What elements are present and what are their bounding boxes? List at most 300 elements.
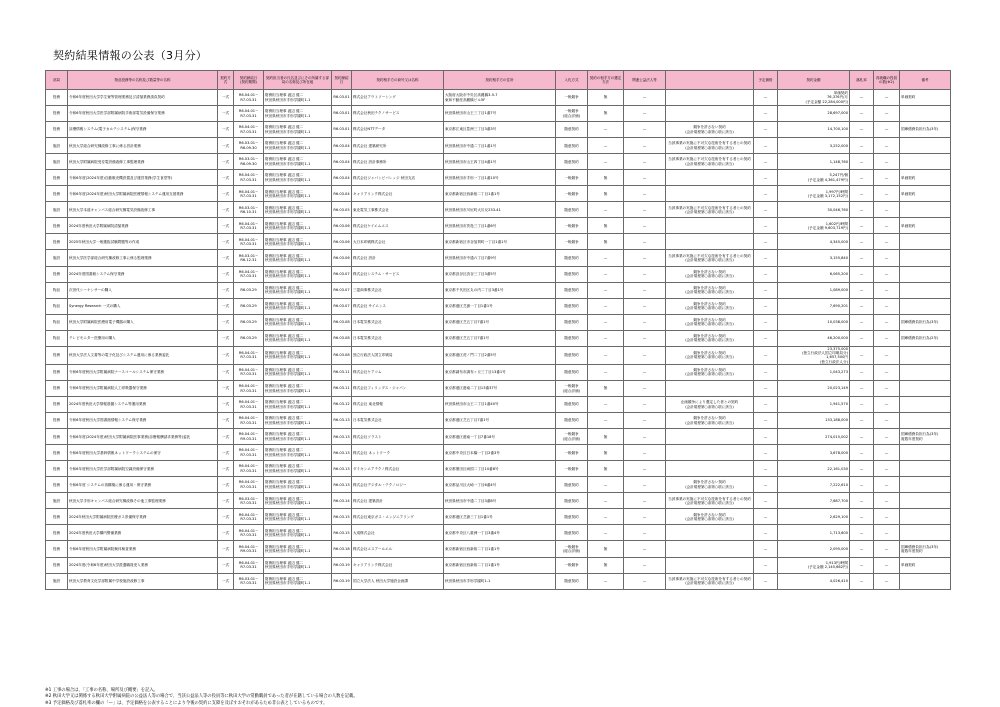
cell-remarks [900,298,951,314]
cell-dept: 役務 [46,218,68,234]
cell-emp: — [874,477,900,493]
cell-rate: — [850,445,874,461]
cell-amount: 1,089,000 [778,282,850,298]
cell-est: — [754,477,778,493]
cell-cdate: R6.03.08 [332,346,352,364]
cell-rate: — [850,557,874,573]
cell-method: 随意契約 [556,266,588,282]
cell-method: 随意契約 [556,282,588,298]
cell-method: 一般競争 [556,445,588,461]
cell-type: 一式 [218,557,234,573]
cell-date: R6.04.01~ R7.03.31 [234,397,264,413]
cell-cdate: R6.03.13 [332,429,352,445]
cell-dept: 役務 [46,509,68,525]
cell-remarks [900,250,951,266]
cell-addr: 秋田県秋田市中通六丁目7番9号 [444,250,556,266]
cell-amount: 20,023,149 [778,380,850,396]
cell-date: R6.04.01~ R7.03.31 [234,445,264,461]
cell-type: 一式 [218,282,234,298]
cell-dept: 役務 [46,266,68,282]
cell-emp: — [874,397,900,413]
cell-vendor: 株式会社 建築設計 [352,493,444,509]
cell-dept: 施設 [46,202,68,218]
cell-amount: 22,161,030 [778,461,850,477]
cell-est: — [754,122,778,138]
cell-remarks [900,266,951,282]
cell-method: 一般競争 (総合評価) [556,106,588,122]
cell-emp: — [874,282,900,298]
cell-note2 [666,461,754,477]
cell-est: — [754,154,778,170]
cell-type: 一式 [218,380,234,396]
cell-rel: — [624,493,666,509]
cell-remarks [900,445,951,461]
cell-vendor: 株式会社秋田テクノサービス [352,106,444,122]
cell-sel: — [588,154,624,170]
cell-type: 一式 [218,346,234,364]
cell-remarks: 単価契約 [900,186,951,202]
cell-rate: — [850,509,874,525]
cell-name: 2024年度(令和6年度)秋田大学派遣職員受入業務 [68,557,218,573]
cell-amount: 133,188,000 [778,413,850,429]
cell-rate: — [850,90,874,106]
cell-vendor: 株式会社フィリップス・ジャパン [352,380,444,396]
cell-amount: 1,148,760 [778,154,850,170]
cell-sel: 無 [588,380,624,396]
cell-sel: — [588,138,624,154]
cell-method: 随意契約 [556,298,588,314]
cell-emp: — [874,154,900,170]
cell-officer: 財務担当理事 渡辺 健二 秋田県秋田市手形学園町1-1 [264,330,332,346]
cell-addr: 東京都港区芝五丁目7番1号 [444,330,556,346]
cell-dept: 役務 [46,234,68,250]
cell-name: 2024年度図書館システム保守業務 [68,266,218,282]
cell-amount: 1,997円/時間 (予定金額 3,172,152円) [778,186,850,202]
cell-emp: — [874,557,900,573]
cell-cdate: R6.03.07 [332,282,352,298]
cell-est: — [754,106,778,122]
cell-name: 令和6年度(2024年度)秋田大学附属病院医事業務(診療報酬請求業務等)委託 [68,429,218,445]
cell-addr: 東京都中央区八重洲一丁目3番4号 [444,525,556,541]
cell-sel: — [588,413,624,429]
cell-remarks [900,282,951,298]
col-header: 契約金額 [778,71,850,90]
cell-officer: 財務担当理事 渡辺 健二 秋田県秋田市手形学園町1-1 [264,397,332,413]
cell-amount: 2,629,100 [778,509,850,525]
cell-rel: — [624,282,666,298]
cell-vendor: 株式会社 建築研究所 [352,138,444,154]
cell-addr: 東京都港区芝五丁目7番1号 [444,314,556,330]
cell-officer: 財務担当理事 渡辺 健二 秋田県秋田市手形学園町1-1 [264,525,332,541]
cell-est: — [754,525,778,541]
cell-officer: 財務担当理事 渡辺 健二 秋田県秋田市手形学園町1-1 [264,429,332,445]
cell-type: 一式 [218,186,234,202]
cell-rate: — [850,413,874,429]
cell-sel: — [588,330,624,346]
table-row [46,218,951,234]
cell-dept: 役務 [46,106,68,122]
cell-name: 秋田大学本道キャンパス総合研究棟電気設備改修工事 [68,202,218,218]
cell-remarks: 国庫債務負担行為(2年) [900,330,951,346]
cell-date: R6.04.01~ R7.03.31 [234,477,264,493]
cell-type: 一式 [218,573,234,589]
cell-vendor: 東北電気工事株式会社 [352,202,444,218]
table-row [46,445,951,461]
cell-sel: 無 [588,445,624,461]
cell-cdate: R6.03.06 [332,234,352,250]
cell-rel: — [624,250,666,266]
cell-remarks: 国庫債務負担行為(3年) [900,122,951,138]
cell-vendor: 株式会社 ネットワーク [352,445,444,461]
cell-date: R6.03.01~ R6.12.31 [234,250,264,266]
cell-est: — [754,170,778,186]
footnote: ※2 秋田大学又は関係する秋田大学附属病院の公益法人等の場合で、当該公益法人等の役員等に秋田大学の常勤職員であった者が在籍している場合の人数を記載。 [45,694,358,700]
cell-addr: 東京都港区港南二丁目13番37号 [444,380,556,396]
cell-type: 一式 [218,218,234,234]
cell-vendor: 株式会社 設計 [352,250,444,266]
cell-vendor: 国立大学法人 秋田大学施設企画課 [352,573,444,589]
cell-note2: 競争を許さない契約 (会計規程第○条第○項に該当) [666,266,754,282]
cell-cdate: R6.03.04 [332,138,352,154]
cell-date: R6.03.29 [234,282,264,298]
cell-type: 一式 [218,429,234,445]
cell-vendor: 株式会社 設計事務所 [352,154,444,170]
cell-rel: — [624,218,666,234]
cell-addr: 秋田県秋田市中通二丁目3番8号 [444,493,556,509]
cell-rel: — [624,429,666,445]
cell-emp: — [874,330,900,346]
cell-note2: 競争を許さない契約 (会計規程第○条第○項に該当) [666,122,754,138]
cell-dept: 役務 [46,186,68,202]
cell-emp: — [874,138,900,154]
col-header: 備考 [900,71,951,90]
cell-rate: — [850,106,874,122]
cell-note2: 競争を許さない契約 (会計規程第○条第○項に該当) [666,364,754,380]
cell-dept: 役務 [46,445,68,461]
cell-rel: — [624,477,666,493]
cell-emp: — [874,314,900,330]
cell-emp: — [874,493,900,509]
cell-cdate: R6.03.13 [332,461,352,477]
cell-name: 次世代シーケンサーの購入 [68,282,218,298]
cell-vendor: 大日本印刷株式会社 [352,234,444,250]
cell-type: 一式 [218,493,234,509]
cell-dept: 役務 [46,397,68,413]
cell-cdate: R6.03.01 [332,106,352,122]
table-row [46,477,951,493]
cell-vendor: 株式会社 サイエンス [352,298,444,314]
cell-rel: — [624,202,666,218]
cell-cdate: R6.03.19 [332,573,352,589]
cell-remarks: 国庫債務負担行為(3年) 複数年度契約 [900,429,951,445]
cell-type: 一式 [218,122,234,138]
cell-name: 2024年度秋田大学情報基盤システム等運用業務 [68,397,218,413]
cell-emp: — [874,380,900,396]
cell-addr: 東京都千代田区丸の内二丁目3番1号 [444,282,556,298]
cell-addr: 東京都渋谷区渋谷三丁目3番5号 [444,266,556,282]
cell-method: 随意契約 [556,397,588,413]
cell-method: 随意契約 [556,330,588,346]
cell-vendor: キャリアリンク株式会社 [352,186,444,202]
cell-emp: — [874,541,900,557]
cell-type: 一式 [218,266,234,282]
table-row [46,429,951,445]
cell-amount: 1,602円/時間 (予定金額 9,603,719円) [778,218,850,234]
cell-addr: 東京都墨田区両国二丁目10番8号 [444,461,556,477]
cell-rate: — [850,541,874,557]
cell-emp: — [874,202,900,218]
cell-remarks: 単価契約 [900,218,951,234]
cell-est: — [754,346,778,364]
cell-cdate: R6.03.07 [332,266,352,282]
cell-rel: — [624,298,666,314]
cell-date: R6.04.01~ R7.03.31 [234,364,264,380]
cell-dept: 施設 [46,138,68,154]
cell-cdate: R6.03.01 [332,122,352,138]
cell-sel: — [588,298,624,314]
cell-method: 随意契約 [556,138,588,154]
cell-dept: 物品 [46,298,68,314]
cell-est: — [754,330,778,346]
cell-date: R6.04.01~ R7.03.31 [234,266,264,282]
cell-rel: — [624,346,666,364]
cell-name: 秋田大学教育文化学部附属中学校施設改修工事 [68,573,218,589]
cell-officer: 財務担当理事 渡辺 健二 秋田県秋田市手形学園町1-1 [264,445,332,461]
cell-type: 一式 [218,397,234,413]
cell-note2: 企画競争により選定した者との契約 (会計規程第○条第○項に該当) [666,397,754,413]
cell-cdate: R6.03.04 [332,154,352,170]
cell-addr: 東京都新宿区西新宿二丁目1番1号 [444,186,556,202]
cell-date: R6.04.01~ R9.03.31 [234,429,264,445]
cell-rel: — [624,138,666,154]
cell-remarks [900,154,951,170]
cell-est: — [754,413,778,429]
cell-name: 令和6年度秋田大学医学部附属病院手術部電気設備保守業務 [68,106,218,122]
cell-officer: 財務担当理事 渡辺 健二 秋田県秋田市手形学園町1-1 [264,186,332,202]
cell-emp: — [874,413,900,429]
cell-method: 随意契約 [556,314,588,330]
cell-note2: 競争を許さない契約 (会計規程第○条第○項に該当) [666,413,754,429]
table-row [46,234,951,250]
cell-note2: 競争を許さない契約 (会計規程第○条第○項に該当) [666,298,754,314]
cell-note2: 当該事業の実施に不可欠な技術を有する者との契約 (会計規程第○条第○項に該当) [666,573,754,589]
cell-remarks [900,202,951,218]
cell-method: 一般競争 (総合評価) [556,380,588,396]
cell-rate: — [850,138,874,154]
cell-rate: — [850,170,874,186]
cell-dept: 役務 [46,346,68,364]
cell-officer: 財務担当理事 渡辺 健二 秋田県秋田市手形学園町1-1 [264,154,332,170]
cell-type: 一式 [218,330,234,346]
cell-date: R6.03.29 [234,314,264,330]
cell-rel: — [624,397,666,413]
cell-method: 一般競争 [556,90,588,106]
table-body [46,90,951,590]
cell-date: R6.03.29 [234,330,264,346]
cell-name: 令和6年度(2024年度)自動販売機設置及び運営業務(学生食堂等) [68,170,218,186]
footnote: ※3 予定価格及び落札率の欄の「—」は、予定価格を公表することにより今後の契約に支障を及ぼすおそれがあるため非公表としているものです。 [45,700,328,706]
table-row [46,525,951,541]
cell-date: R6.04.01~ R7.03.31 [234,170,264,186]
cell-type: 一式 [218,413,234,429]
cell-vendor: 独立行政法人国立印刷局 [352,346,444,364]
cell-name: 秋田大学医学部総合研究棟改修工事に係る監理業務 [68,250,218,266]
cell-sel: — [588,364,624,380]
cell-dept: 役務 [46,429,68,445]
cell-dept: 役務 [46,90,68,106]
cell-method: 随意契約 [556,364,588,380]
cell-emp: — [874,461,900,477]
cell-addr: 秋田県秋田市中通二丁目1番1号 [444,138,556,154]
cell-rel: — [624,364,666,380]
cell-rel: — [624,234,666,250]
cell-name: 2024年秋田大学附属病院医療ガス設備保守業務 [68,509,218,525]
cell-officer: 財務担当理事 渡辺 健二 秋田県秋田市手形学園町1-1 [264,218,332,234]
cell-name: 令和6年度秋田大学附属病院検体検査業務 [68,541,218,557]
cell-amount: 2,095,000 [778,541,850,557]
col-header: 入札方式 [556,71,588,90]
cell-rel: — [624,170,666,186]
cell-sel: — [588,346,624,364]
table-row [46,90,951,106]
cell-vendor: 株式会社ジャパンビバレッジ 秋田支店 [352,170,444,186]
cell-type: 一式 [218,154,234,170]
cell-rate: — [850,218,874,234]
cell-name: 診療情報システム(電子カルテシステム)保守業務 [68,122,218,138]
cell-method: 随意契約 [556,346,588,364]
col-header: 契約相手方の商号又は名称 [352,71,444,90]
cell-type: 一式 [218,250,234,266]
table-row [46,170,951,186]
cell-date: R6.03.01~ R6.10.31 [234,202,264,218]
cell-method: 随意契約 [556,154,588,170]
cell-est: — [754,314,778,330]
cell-note2 [666,380,754,396]
cell-vendor: 日本電気株式会社 [352,330,444,346]
cell-rate: — [850,234,874,250]
cell-date: R6.03.01~ R7.03.31 [234,573,264,589]
cell-note2: 競争を許さない契約 (会計規程第○条第○項に該当) [666,509,754,525]
cell-officer: 財務担当理事 渡辺 健二 秋田県秋田市手形学園町1-1 [264,541,332,557]
cell-sel: 無 [588,170,624,186]
cell-cdate: R6.03.08 [332,330,352,346]
cell-method: 一般競争 [556,461,588,477]
cell-vendor: 日本電気株式会社 [352,413,444,429]
cell-sel: 無 [588,557,624,573]
cell-addr: 秋田県秋田市手形学園町1-1 [444,573,556,589]
cell-rel: — [624,380,666,396]
cell-note2 [666,557,754,573]
col-header: 落札率 [850,71,874,90]
cell-cdate: R6.03.11 [332,380,352,396]
cell-amount: 3,247円/個 (予定金額 4,361,479円) [778,170,850,186]
cell-type: 一式 [218,106,234,122]
cell-emp: — [874,346,900,364]
cell-officer: 財務担当理事 渡辺 健二 秋田県秋田市手形学園町1-1 [264,250,332,266]
cell-sel: — [588,509,624,525]
cell-name: Synergy Research 一式の購入 [68,298,218,314]
cell-type: 一式 [218,234,234,250]
cell-emp: — [874,218,900,234]
cell-amount: 7,222,610 [778,477,850,493]
cell-officer: 財務担当理事 渡辺 健二 秋田県秋田市手形学園町1-1 [264,266,332,282]
cell-type: 一式 [218,202,234,218]
cell-method: 随意契約 [556,493,588,509]
cell-rate: — [850,202,874,218]
col-header: 契約担当者の氏名並びにその所属する部局の名称及び所在地 [264,71,332,90]
cell-officer: 財務担当理事 渡辺 健二 秋田県秋田市手形学園町1-1 [264,234,332,250]
cell-est: — [754,266,778,282]
cell-type: 一式 [218,170,234,186]
cell-rate: — [850,186,874,202]
cell-method: 随意契約 [556,573,588,589]
cell-method: 一般競争 [556,234,588,250]
table-row [46,509,951,525]
col-header: 契約締結日 [332,71,352,90]
cell-dept: 物品 [46,314,68,330]
cell-type: 一式 [218,90,234,106]
cell-sel: 無 [588,90,624,106]
cell-vendor: 株式会社 東北情報 [352,397,444,413]
cell-name: 2024年度秋田大学構内警備業務 [68,525,218,541]
cell-amount: 23,375,000 (独立行政法人国立印刷局分) 1,657,500円 (独立行政法人分) [778,346,850,364]
cell-addr: 秋田県秋田市山王三丁目1番7号 [444,106,556,122]
cell-date: R6.04.01~ R7.03.31 [234,525,264,541]
table-row [46,397,951,413]
cell-officer: 財務担当理事 渡辺 健二 秋田県秋田市手形学園町1-1 [264,298,332,314]
cell-sel: 無 [588,541,624,557]
cell-date: R6.04.01~ R7.03.31 [234,234,264,250]
cell-sel: — [588,314,624,330]
cell-cdate: R6.03.08 [332,314,352,330]
cell-est: — [754,461,778,477]
cell-type: 一式 [218,314,234,330]
cell-name: 令和6年度秋田大学医学部附属病院空調設備保守業務 [68,461,218,477]
cell-remarks [900,364,951,380]
cell-est: — [754,138,778,154]
cell-dept: 役務 [46,122,68,138]
footnotes [45,688,358,707]
table-row [46,186,951,202]
col-header: 契約相手方の住所 [444,71,556,90]
cell-dept: 役務 [46,525,68,541]
cell-rate: — [850,314,874,330]
cell-rate: — [850,380,874,396]
cell-est: — [754,397,778,413]
cell-cdate: R6.03.13 [332,477,352,493]
cell-officer: 財務担当理事 渡辺 健二 秋田県秋田市手形学園町1-1 [264,493,332,509]
cell-note2 [666,541,754,557]
cell-cdate: R6.03.15 [332,509,352,525]
cell-method: 一般競争 (総合評価) [556,429,588,445]
cell-remarks: 単価契約 [900,90,951,106]
cell-remarks: 単価契約 [900,170,951,186]
table-row [46,573,951,589]
cell-rate: — [850,154,874,170]
cell-vendor: キャリアリンク株式会社 [352,557,444,573]
col-header: 契約締結日 (契約期間) [234,71,264,90]
cell-dept: 役務 [46,541,68,557]
cell-name: 秋田大学附属病院受変電設備改修工事監理業務 [68,154,218,170]
cell-name: 秋田大学総合研究棟改修工事に係る設計業務 [68,138,218,154]
table-row [46,154,951,170]
cell-addr: 東京都新宿区市谷加賀町一丁目1番1号 [444,234,556,250]
cell-rate: — [850,573,874,589]
cell-note2: 競争を許さない契約 (会計規程第○条第○項に該当) [666,330,754,346]
cell-amount: 7,687,700 [778,493,850,509]
cell-date: R6.03.01~ R6.09.30 [234,138,264,154]
cell-date: R6.03.01~ R7.03.31 [234,493,264,509]
